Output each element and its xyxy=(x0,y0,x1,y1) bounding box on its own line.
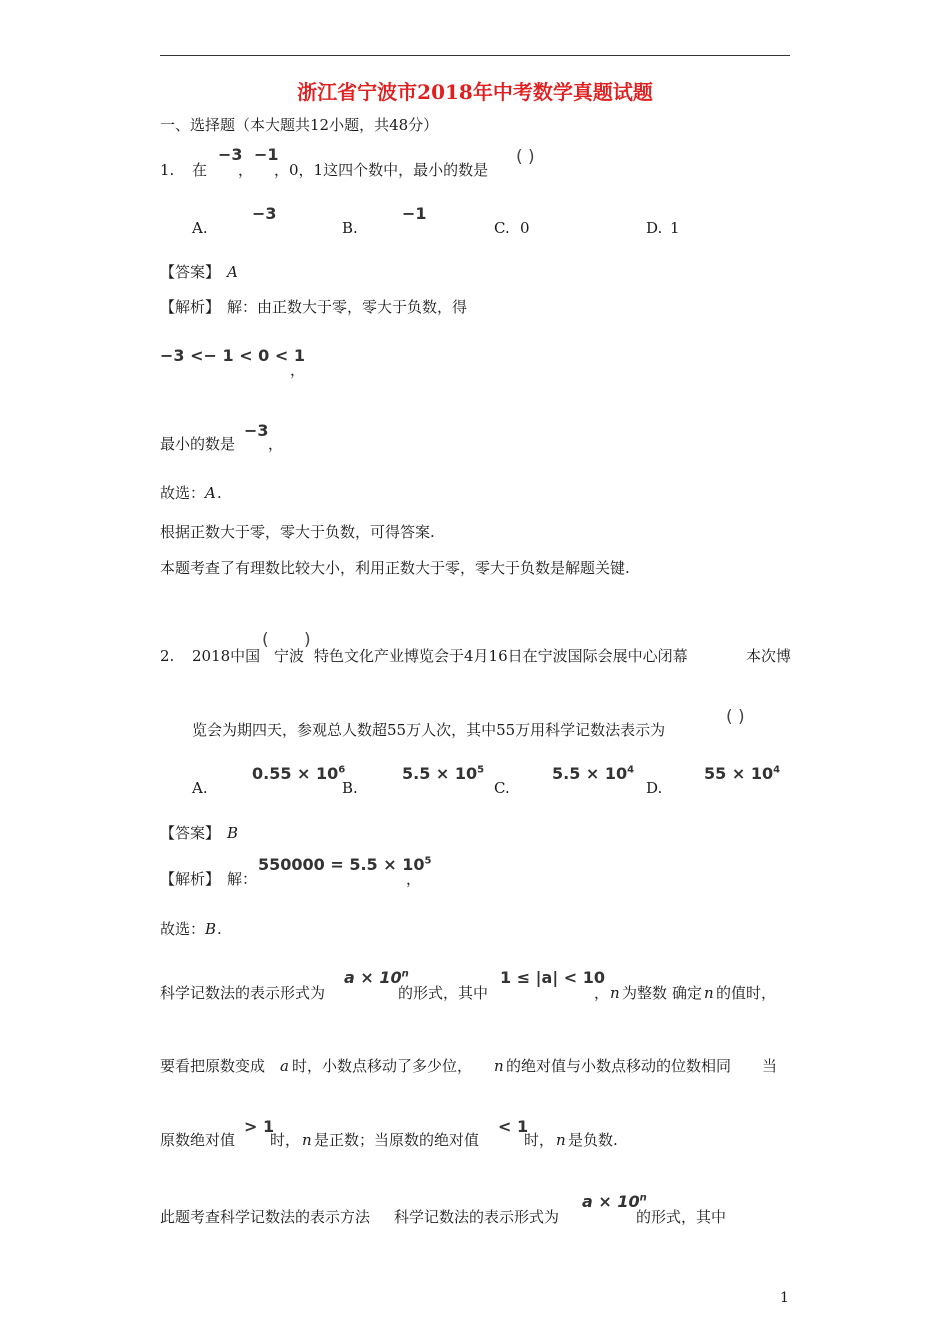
sci-2a: 要看把原数变成 xyxy=(160,1057,266,1075)
q1-text-b: ，0，1这四个数中，最小的数是 xyxy=(274,161,489,179)
q1-choose-end: . xyxy=(217,484,222,502)
sci-n-2: n xyxy=(610,984,620,1002)
sci-4-math: $a \times 10^n$ xyxy=(582,1192,647,1211)
sci-4b: 科学记数法的表示形式为 xyxy=(394,1208,560,1226)
sci-3a: 原数绝对值 xyxy=(160,1131,236,1149)
q1-number: 1. xyxy=(160,161,175,179)
sci-2b: 时，小数点移动了多少位， xyxy=(292,1057,473,1075)
q2-close-paren: ) xyxy=(304,630,311,650)
q2-option-b-label: B. xyxy=(342,779,358,797)
q1-option-c-label: C. xyxy=(494,219,510,237)
page-title: 浙江省宁波市2018年中考数学真题试题 xyxy=(297,80,653,104)
q2-analysis-label: 【解析】 xyxy=(160,870,221,888)
sci-4a: 此题考查科学记数法的表示方法 xyxy=(160,1208,371,1226)
q1-analysis-intro: 解：由正数大于零，零大于负数，得 xyxy=(227,298,468,316)
q1-analysis-label: 【解析】 xyxy=(160,298,221,316)
q1-option-c-value: 0 xyxy=(520,219,530,237)
q2-answer-label: 【答案】 xyxy=(160,824,221,842)
sci-a: a xyxy=(280,1057,289,1075)
q1-text-a: 在 xyxy=(192,161,208,179)
page-number: 1 xyxy=(780,1290,789,1306)
q2-analysis-math: $550000 = 5.5 \times 10^5$ xyxy=(258,855,432,874)
sci-3b: 时， xyxy=(270,1131,301,1149)
q2-line-2: 览会为期四天，参观总人数超55万人次，其中55万用科学记数法表示为 xyxy=(192,721,666,739)
sci-3e: 是负数. xyxy=(568,1131,618,1149)
sci-1-math: $a \times 10^n$ xyxy=(344,968,409,987)
q1-option-b-label: B. xyxy=(342,219,358,237)
q2-line-1d: 本次博 xyxy=(746,647,792,665)
q2-option-a-value: $0.55 \times 10^6$ xyxy=(252,764,346,783)
sci-1d: 为整数 xyxy=(622,984,668,1002)
sci-4c: 的形式，其中 xyxy=(636,1208,727,1226)
q1-min-end: ， xyxy=(268,435,284,453)
q1-min-value: −3 xyxy=(244,421,269,440)
sci-n-4: n xyxy=(494,1057,504,1075)
q2-line-1b: 宁波 xyxy=(274,647,305,665)
sci-gt-1: > 1 xyxy=(244,1117,275,1136)
q1-inequality: −3 <− 1 < 0 < 1 xyxy=(160,346,305,365)
q2-analysis-end: ， xyxy=(406,870,422,888)
q1-min-text: 最小的数是 xyxy=(160,435,236,453)
sci-range: 1 ≤ |a| < 10 xyxy=(500,968,605,987)
sci-n-5: n xyxy=(302,1131,312,1149)
q1-answer-paren: ( ) xyxy=(516,147,535,167)
sci-1f: 的值时， xyxy=(716,984,777,1002)
q1-option-a-value: −3 xyxy=(252,204,277,223)
q1-explanation-2: 本题考查了有理数比较大小，利用正数大于零，零大于负数是解题关键. xyxy=(160,559,630,577)
q2-choose-end: . xyxy=(217,920,222,938)
q2-option-d-value: $55 \times 10^4$ xyxy=(704,764,781,783)
q2-line-1c: 特色文化产业博览会于4月16日在宁波国际会展中心闭幕 xyxy=(314,647,688,665)
sci-1b: 的形式，其中 xyxy=(398,984,489,1002)
q2-choose: 故选： xyxy=(160,920,206,938)
sci-1c: ， xyxy=(594,984,610,1002)
q2-open-paren: ( xyxy=(262,630,269,650)
sci-lt-1: < 1 xyxy=(498,1117,529,1136)
q2-option-d-label: D. xyxy=(646,779,663,797)
q1-answer: A xyxy=(227,263,238,281)
q2-number: 2. xyxy=(160,647,175,665)
sci-3d: 时， xyxy=(524,1131,555,1149)
sci-2c: 的绝对值与小数点移动的位数相同 xyxy=(506,1057,732,1075)
header-rule xyxy=(160,55,790,56)
q2-option-c-value: $5.5 \times 10^4$ xyxy=(552,764,635,783)
q1-choose: 故选： xyxy=(160,484,206,502)
q2-choose-letter: B xyxy=(205,920,217,938)
sci-n-6: n xyxy=(556,1131,566,1149)
q2-analysis-intro: 解： xyxy=(227,870,258,888)
sci-3c: 是正数；当原数的绝对值 xyxy=(314,1131,480,1149)
q1-option-b-value: −1 xyxy=(402,204,427,223)
sci-2d: 当 xyxy=(762,1057,778,1075)
q2-answer: B xyxy=(227,824,239,842)
sci-1a: 科学记数法的表示形式为 xyxy=(160,984,326,1002)
q1-inequality-end: ， xyxy=(290,361,306,379)
q1-choose-letter: A xyxy=(205,484,216,502)
q1-math-neg1: −1 xyxy=(254,145,279,164)
section-heading: 一、选择题（本大题共12小题，共48分） xyxy=(160,116,439,134)
q2-answer-paren: ( ) xyxy=(726,707,745,727)
sci-1e: 确定 xyxy=(672,984,703,1002)
sci-n-3: n xyxy=(704,984,714,1002)
q2-option-b-value: $5.5 \times 10^5$ xyxy=(402,764,485,783)
q1-math-neg3: −3 xyxy=(218,145,243,164)
q1-explanation-1: 根据正数大于零，零大于负数，可得答案. xyxy=(160,523,435,541)
q2-option-c-label: C. xyxy=(494,779,510,797)
q1-option-d-label: D. xyxy=(646,219,663,237)
q2-line-1a: 2018中国 xyxy=(192,647,261,665)
q1-option-a-label: A. xyxy=(192,219,208,237)
q1-option-d-value: 1 xyxy=(670,219,680,237)
q1-answer-label: 【答案】 xyxy=(160,263,221,281)
q2-option-a-label: A. xyxy=(192,779,208,797)
q1-comma: ， xyxy=(238,161,254,179)
